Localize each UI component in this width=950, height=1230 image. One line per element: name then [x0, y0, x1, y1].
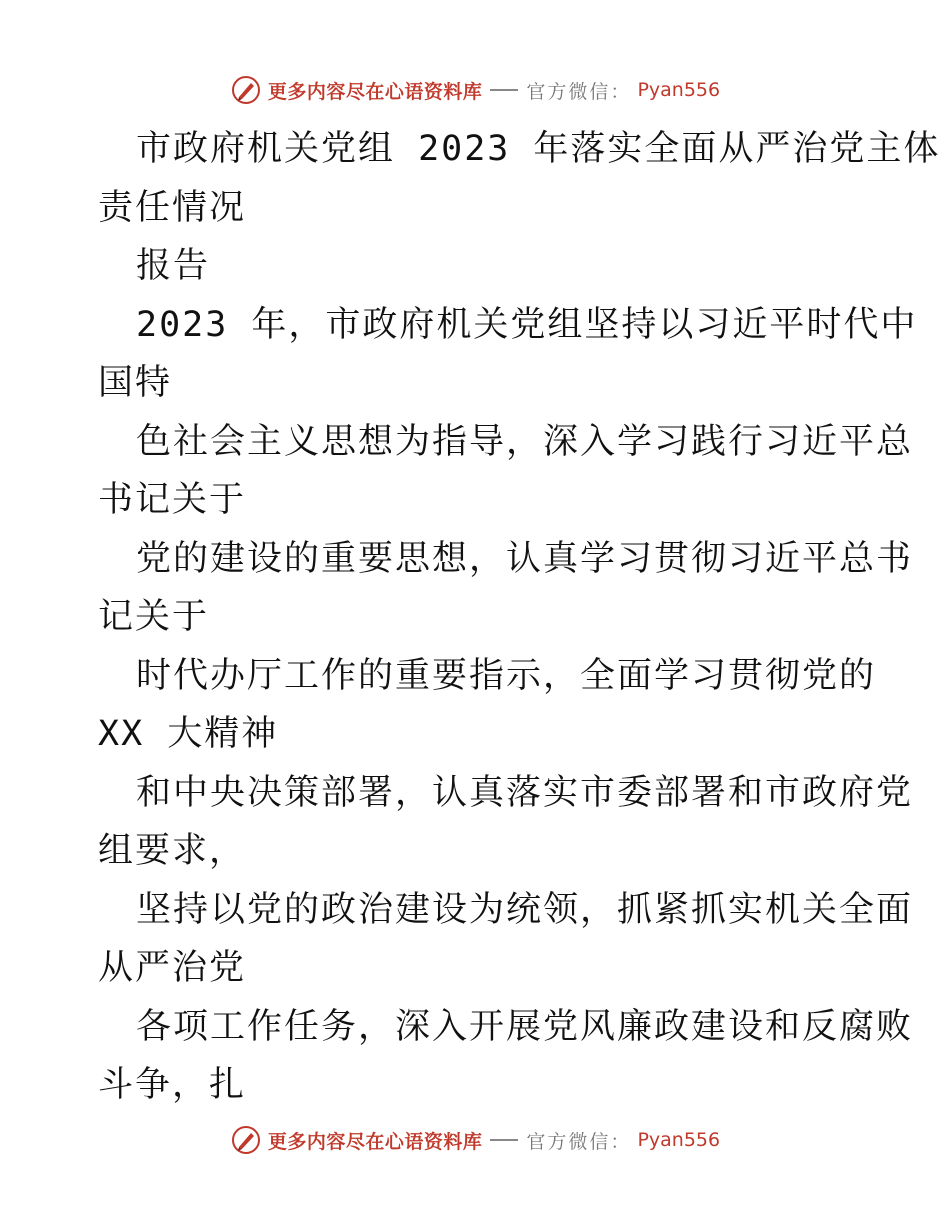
text-line: 色社会主义思想为指导，深入学习践行习近平总: [136, 421, 914, 462]
text-line: 书记关于: [98, 480, 247, 520]
watermark-wechat-label: 官方微信：: [526, 80, 632, 103]
text-line: 组要求，: [98, 831, 247, 871]
watermark-dash: [490, 1139, 518, 1141]
watermark-dash: [490, 89, 518, 91]
text-line: 责任情况: [98, 187, 247, 228]
text-line: 斗争，扎: [98, 1065, 247, 1105]
document-body: [98, 120, 941, 1115]
text-line: 记关于: [98, 597, 210, 637]
text-line: 报告: [136, 246, 211, 286]
watermark-wechat-id: Pyan556: [637, 1129, 721, 1151]
text-line: 党的建设的重要思想，认真学习贯彻习近平总书: [136, 538, 914, 579]
header-watermark: [0, 70, 950, 110]
footer-watermark: [0, 1120, 950, 1160]
red-pen-logo-icon: [230, 1124, 262, 1156]
watermark-wechat-label: 官方微信：: [526, 1130, 632, 1153]
text-line: 各项工作任务，深入开展党风廉政建设和反腐败: [136, 1006, 914, 1047]
red-pen-logo-icon: [230, 74, 262, 106]
text-line: 和中央决策部署，认真落实市委部署和市政府党: [136, 772, 914, 813]
watermark-title: 更多内容尽在心语资料库: [267, 1130, 483, 1153]
watermark-wechat-id: Pyan556: [637, 79, 721, 101]
text-line: 2023 年，市政府机关党组坚持以习近平时代中: [136, 304, 918, 345]
watermark-title: 更多内容尽在心语资料库: [267, 80, 483, 103]
text-line: 国特: [98, 363, 173, 403]
text-line: 时代办厅工作的重要指示，全面学习贯彻党的: [136, 655, 877, 696]
text-line: 从严治党: [98, 948, 247, 988]
text-line: 市政府机关党组 2023 年落实全面从严治党主体: [136, 129, 941, 169]
text-line: XX 大精神: [98, 714, 279, 754]
text-line: 坚持以党的政治建设为统领，抓紧抓实机关全面: [136, 889, 914, 930]
